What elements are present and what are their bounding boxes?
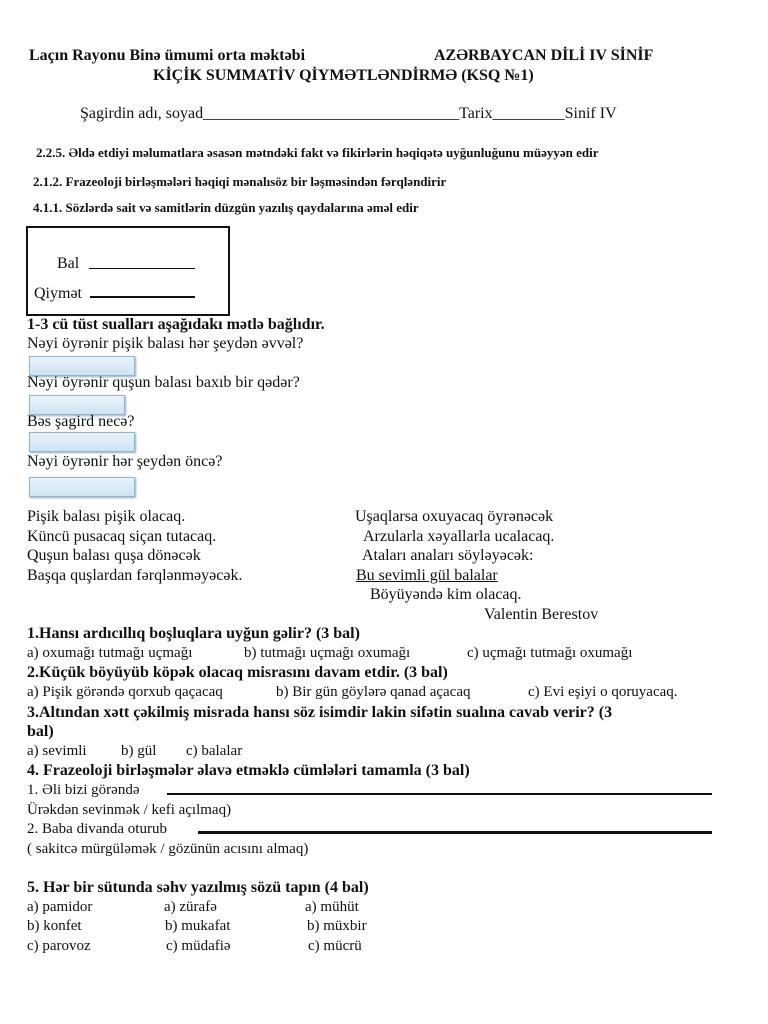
q5-col3-c[interactable]: c) mücrü — [308, 938, 362, 954]
name-label: Şagirdin adı, soyad — [80, 105, 204, 122]
answer-box-2[interactable] — [29, 395, 125, 415]
page-title: KİÇİK SUMMATİV QİYMƏTLƏNDİRMƏ (KSQ №1) — [153, 67, 534, 84]
grade-label: Qiymət — [34, 285, 82, 302]
date-label: Tarix — [459, 105, 493, 122]
class-label: Sinif IV — [564, 105, 617, 122]
answer-box-4[interactable] — [29, 477, 135, 497]
q4-hint-1: Ürəkdən sevinmək / kefi açılmaq) — [27, 802, 232, 818]
standard-3: 4.1.1. Sözlərdə sait və samitlərin düzgün yazılış qaydalarına əməl edir — [33, 200, 419, 215]
subject-title: AZƏRBAYCAN DİLİ IV SİNİF — [434, 47, 654, 64]
q5-col2-b[interactable]: b) mukafat — [165, 918, 231, 934]
q1-option-c[interactable]: c) uçmağı tutmağı oxumağı — [467, 645, 633, 661]
score-label: Bal — [57, 255, 80, 272]
question-3: 3.Altından xətt çəkilmiş misrada hansı söz isimdir lakin sifətin sualına cavab verir? (3 — [27, 704, 613, 721]
q4-sentence-1: 1. Əli bizi görəndə — [27, 782, 140, 798]
q3-option-c[interactable]: c) balalar — [186, 743, 243, 759]
reading-question-4: Nəyi öyrənir hər şeydən öncə? — [27, 453, 223, 470]
q5-col1-a[interactable]: a) pamidor — [27, 899, 93, 915]
q2-option-b[interactable]: b) Bir gün göylərə qanad açacaq — [276, 684, 471, 700]
q1-option-b[interactable]: b) tutmağı uçmağı oxumağı — [244, 645, 411, 661]
q4-answer-line-1[interactable] — [167, 793, 712, 795]
q5-col2-a[interactable]: a) zürafə — [164, 899, 217, 915]
q3-option-b[interactable]: b) gül — [121, 743, 157, 759]
q1-option-a[interactable]: a) oxumağı tutmağı uçmağı — [27, 645, 193, 661]
q2-option-c[interactable]: c) Evi eşiyi o qoruyacaq. — [528, 684, 678, 700]
q4-answer-line-2[interactable] — [198, 831, 712, 834]
poem-right-line-5: Böyüyəndə kim olacaq. — [370, 586, 522, 603]
poem-left-line-3: Quşun balası quşa dönəcək — [27, 547, 201, 564]
q5-col3-b[interactable]: b) müxbir — [307, 918, 367, 934]
poem-right-line-1: Uşaqlarsa oxuyacaq öyrənəcək — [355, 508, 554, 525]
score-field[interactable] — [89, 268, 195, 269]
q4-sentence-2: 2. Baba divanda oturub — [27, 821, 167, 837]
question-5: 5. Hər bir sütunda səhv yazılmış sözü tapın (4 bal) — [27, 879, 369, 896]
q5-col3-a[interactable]: a) mühüt — [305, 899, 359, 915]
q4-hint-2: ( sakitcə mürgüləmək / gözünün acısını almaq) — [27, 841, 309, 857]
date-field[interactable]: _________ — [492, 105, 565, 122]
answer-box-3[interactable] — [29, 432, 135, 452]
name-field[interactable]: ________________________________ — [203, 105, 460, 122]
standard-2: 2.1.2. Frazeoloji birləşmələri həqiqi mənalısöz bir ləşməsindən fərqləndirir — [33, 174, 447, 189]
poem-right-line-2: Arzularla xəyallarla ucalacaq. — [363, 528, 555, 545]
reading-question-2: Nəyi öyrənir quşun balası baxıb bir qədər? — [27, 374, 300, 391]
reading-question-3: Bəs şagird necə? — [27, 413, 135, 430]
q5-col2-c[interactable]: c) müdafiə — [166, 938, 231, 954]
poem-left-line-4: Başqa quşlardan fərqlənməyəcək. — [27, 567, 243, 584]
poem-left-line-2: Küncü pusacaq siçan tutacaq. — [27, 528, 217, 545]
poem-right-line-3: Ataları anaları söyləyəcək: — [362, 547, 534, 564]
answer-box-1[interactable] — [29, 356, 135, 376]
question-1: 1.Hansı ardıcıllıq boşluqlara uyğun gəlir? (3 bal) — [27, 625, 360, 642]
standard-1: 2.2.5. Əldə etdiyi məlumatlara əsasən mətndəki fakt və fikirlərin həqiqətə uyğunluğunu müəyyən edir — [36, 145, 599, 160]
poem-left-line-1: Pişik balası pişik olacaq. — [27, 508, 186, 525]
poem-right-line-4-underlined: Bu sevimli gül balalar — [356, 567, 498, 584]
q5-col1-c[interactable]: c) parovoz — [27, 938, 91, 954]
question-4: 4. Frazeoloji birləşmələr əlavə etməklə cümlələri tamamla (3 bal) — [27, 762, 470, 779]
poem-author: Valentin Berestov — [484, 606, 599, 623]
q5-col1-b[interactable]: b) konfet — [27, 918, 82, 934]
grade-field[interactable] — [90, 296, 195, 298]
reading-question-1: Nəyi öyrənir pişik balası hər şeydən əvvəl? — [27, 335, 304, 352]
q3-option-a[interactable]: a) sevimli — [27, 743, 87, 759]
question-2: 2.Küçük böyüyüb köpək olacaq misrasını davam etdir. (3 bal) — [27, 664, 448, 681]
question-3-cont: bal) — [27, 723, 54, 740]
q2-option-a[interactable]: a) Pişik görəndə qorxub qaçacaq — [27, 684, 223, 700]
section-intro: 1-3 cü tüst sualları aşağıdakı mətlə bağlıdır. — [27, 316, 325, 333]
school-name: Laçın Rayonu Binə ümumi orta məktəbi — [29, 47, 306, 64]
student-info-line — [80, 106, 617, 122]
